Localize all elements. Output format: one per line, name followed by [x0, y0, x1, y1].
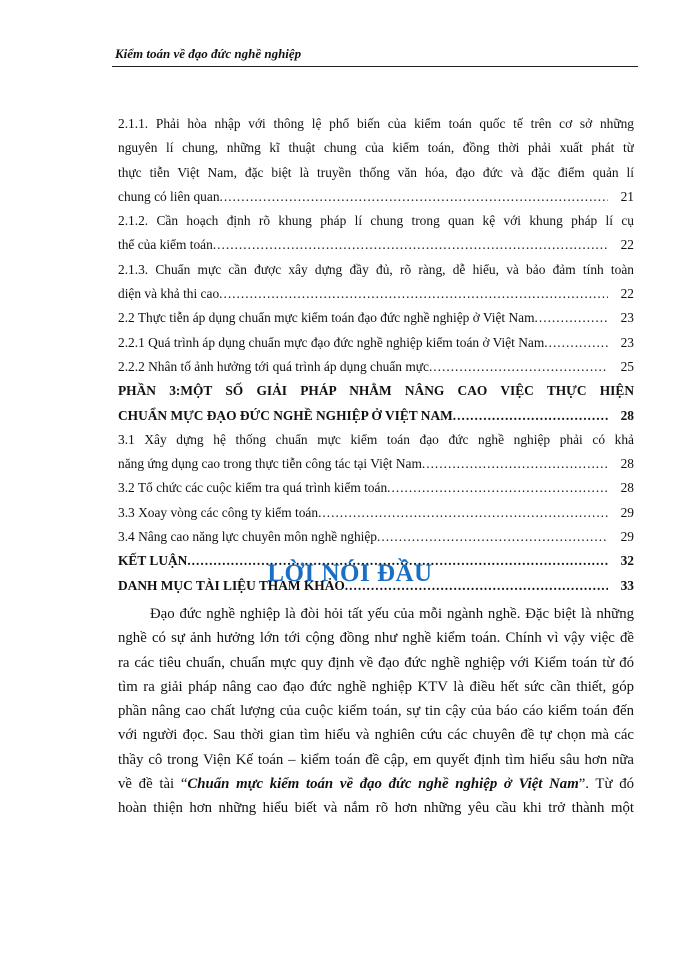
toc-page-number: 21: [620, 188, 634, 204]
toc-entry-line: 3.1 Xây dựng hệ thống chuẩn mực kiểm toán đạo đức nghề nghiệp phải có khả: [118, 431, 634, 447]
toc-entry-text: 2.2.1 Quá trình áp dụng chuẩn mực đạo đức nghề nghiệp kiểm toán ở Việt Nam: [118, 334, 545, 350]
dot-leader: [422, 452, 608, 476]
dot-leader: [318, 501, 608, 525]
toc-page-number: 28: [620, 456, 634, 472]
page-header-title: Kiểm toán về đạo đức nghề nghiệp: [115, 46, 302, 61]
toc-entry-line: PHẦN 3:MỘT SỐ GIẢI PHÁP NHẰM NÂNG CAO VIỆC THỰC HIỆN: [118, 383, 634, 399]
toc-entry-line: thực tiễn Việt Nam, đặc biệt là truyền thống văn hóa, đạo đức và đặc điểm quản lí: [118, 164, 634, 180]
toc-entry-text: 2.2 Thực tiễn áp dụng chuẩn mực kiểm toán đạo đức nghề nghiệp ở Việt Nam: [118, 310, 535, 326]
toc-entry[interactable]: [118, 306, 634, 330]
toc-entry[interactable]: [118, 355, 634, 379]
toc-entry-leader-line: [118, 452, 634, 476]
dot-leader: [453, 404, 608, 428]
toc-entry[interactable]: [118, 209, 634, 258]
topic-prefix: về đề tài “: [118, 776, 188, 793]
toc-entry-leader-line: [118, 476, 634, 500]
paragraph-line: nghề có sự ảnh hưởng lớn tới cộng đồng như nghề kiểm toán. Chính vì vậy việc đề: [118, 630, 634, 647]
dot-leader: [387, 476, 608, 500]
dot-leader: [377, 525, 608, 549]
toc-entry-line: nguyên lí chung, những kĩ thuật chung của kiểm toán, đồng thời phải xuất phát từ: [118, 140, 634, 156]
toc-entry-leader-line: [118, 185, 634, 209]
toc-page-number: 33: [620, 577, 634, 593]
toc-entry-leader-line: [118, 355, 634, 379]
toc-entry[interactable]: [118, 501, 634, 525]
toc-page-number: 22: [620, 237, 634, 253]
dot-leader: [535, 306, 608, 330]
toc-entry[interactable]: [118, 331, 634, 355]
intro-heading: LỜI NÓI ĐẦU: [267, 560, 433, 587]
toc-entry-line: 2.1.3. Chuẩn mực cần được xây dựng đầy đủ, rõ ràng, dễ hiểu, và bảo đảm tính toàn: [118, 261, 634, 277]
toc-entry-leader-line: [118, 525, 634, 549]
paragraph-line-topic: [118, 772, 634, 796]
toc-entry-text: CHUẨN MỰC ĐẠO ĐỨC NGHỀ NGHIỆP Ở VIỆT NAM: [118, 407, 453, 423]
toc-entry-leader-line: [118, 233, 634, 257]
paragraph-line: hoàn thiện hơn những hiểu biết và nắm rõ hơn những yêu cầu khi trở thành một: [118, 800, 634, 817]
toc-entry-line: 2.1.2. Cần hoạch định rõ khung pháp lí chung trong quan kệ với khung pháp lí cụ: [118, 213, 634, 229]
toc-entry-line: 2.1.1. Phải hòa nhập với thông lệ phổ biến của kiểm toán quốc tế trên cơ sở những: [118, 116, 634, 131]
toc-page-number: 23: [620, 310, 634, 326]
toc-page-number: 22: [620, 286, 634, 302]
paragraph-line: tìm ra giải pháp nâng cao đạo đức nghề nghiệp KTV là điều hết sức cần thiết, góp: [118, 678, 634, 695]
toc-entry-text: KẾT LUẬN: [118, 553, 188, 569]
toc-entry-text: 3.4 Nâng cao năng lực chuyên môn nghề nghiệp: [118, 529, 378, 545]
toc-entry-text: chung có liên quan: [118, 188, 220, 204]
toc-entry[interactable]: [118, 379, 634, 428]
paragraph-line: phần nâng cao chất lượng của cuộc kiểm toán, sự tin cậy của báo cáo kiểm toán đến: [118, 703, 634, 720]
toc-entry[interactable]: [118, 525, 634, 549]
toc-entry-text: DANH MỤC TÀI LIỆU THAM KHẢO: [118, 577, 345, 593]
toc-page-number: 28: [620, 480, 634, 496]
toc-entry-leader-line: [118, 306, 634, 330]
toc-entry-text: 3.3 Xoay vòng các công ty kiểm toán: [118, 504, 319, 520]
paragraph-line: Đạo đức nghề nghiệp là đòi hỏi tất yếu của mỗi ngành nghề. Đặc biệt là những: [150, 606, 634, 622]
toc-entry[interactable]: [118, 112, 634, 209]
toc-page-number: 23: [620, 334, 634, 350]
topic-title: Chuẩn mực kiểm toán về đạo đức nghề nghiệp ở Việt Nam: [187, 776, 579, 793]
toc-entry-leader-line: [118, 501, 634, 525]
toc-entry[interactable]: [118, 428, 634, 477]
toc-entry-leader-line: [118, 404, 634, 428]
paragraph-line: với người đọc. Sau thời gian tìm hiểu và nghiên cứu các chuyên đề tự chọn mà các: [118, 727, 634, 744]
toc-entry-text: diện và khả thi cao: [118, 286, 220, 302]
table-of-contents: [118, 112, 634, 598]
toc-entry-leader-line: [118, 331, 634, 355]
toc-entry-text: năng ứng dụng cao trong thực tiễn công tác tại Việt Nam: [118, 456, 422, 472]
dot-leader: [220, 185, 608, 209]
toc-entry[interactable]: [118, 476, 634, 500]
dot-leader: [544, 331, 608, 355]
paragraph-line: thầy cô trong Viện Kế toán – kiểm toán đề cập, em quyết định tìm hiểu sâu hơn nữa: [118, 751, 634, 768]
toc-page-number: 25: [620, 358, 634, 374]
dot-leader: [213, 233, 608, 257]
header-divider: [112, 66, 638, 67]
toc-entry-text: 3.2 Tổ chức các cuộc kiểm tra quá trình kiểm toán: [118, 480, 388, 496]
toc-page-number: 29: [620, 529, 634, 545]
dot-leader: [219, 282, 608, 306]
topic-suffix: ”. Từ đó: [578, 776, 634, 793]
toc-entry-text: thể của kiểm toán: [118, 237, 213, 253]
toc-entry[interactable]: [118, 258, 634, 307]
toc-entry-text: 2.2.2 Nhân tố ảnh hưởng tới quá trình áp dụng chuẩn mực: [118, 358, 429, 374]
toc-entry-leader-line: [118, 282, 634, 306]
paragraph-line: ra các tiêu chuẩn, chuẩn mực quy định về đạo đức nghề nghiệp với Kiểm toán từ đó: [118, 654, 634, 671]
toc-page-number: 32: [620, 553, 634, 569]
toc-page-number: 29: [620, 504, 634, 520]
toc-page-number: 28: [620, 407, 634, 423]
dot-leader: [429, 355, 608, 379]
intro-paragraph: [118, 602, 634, 821]
